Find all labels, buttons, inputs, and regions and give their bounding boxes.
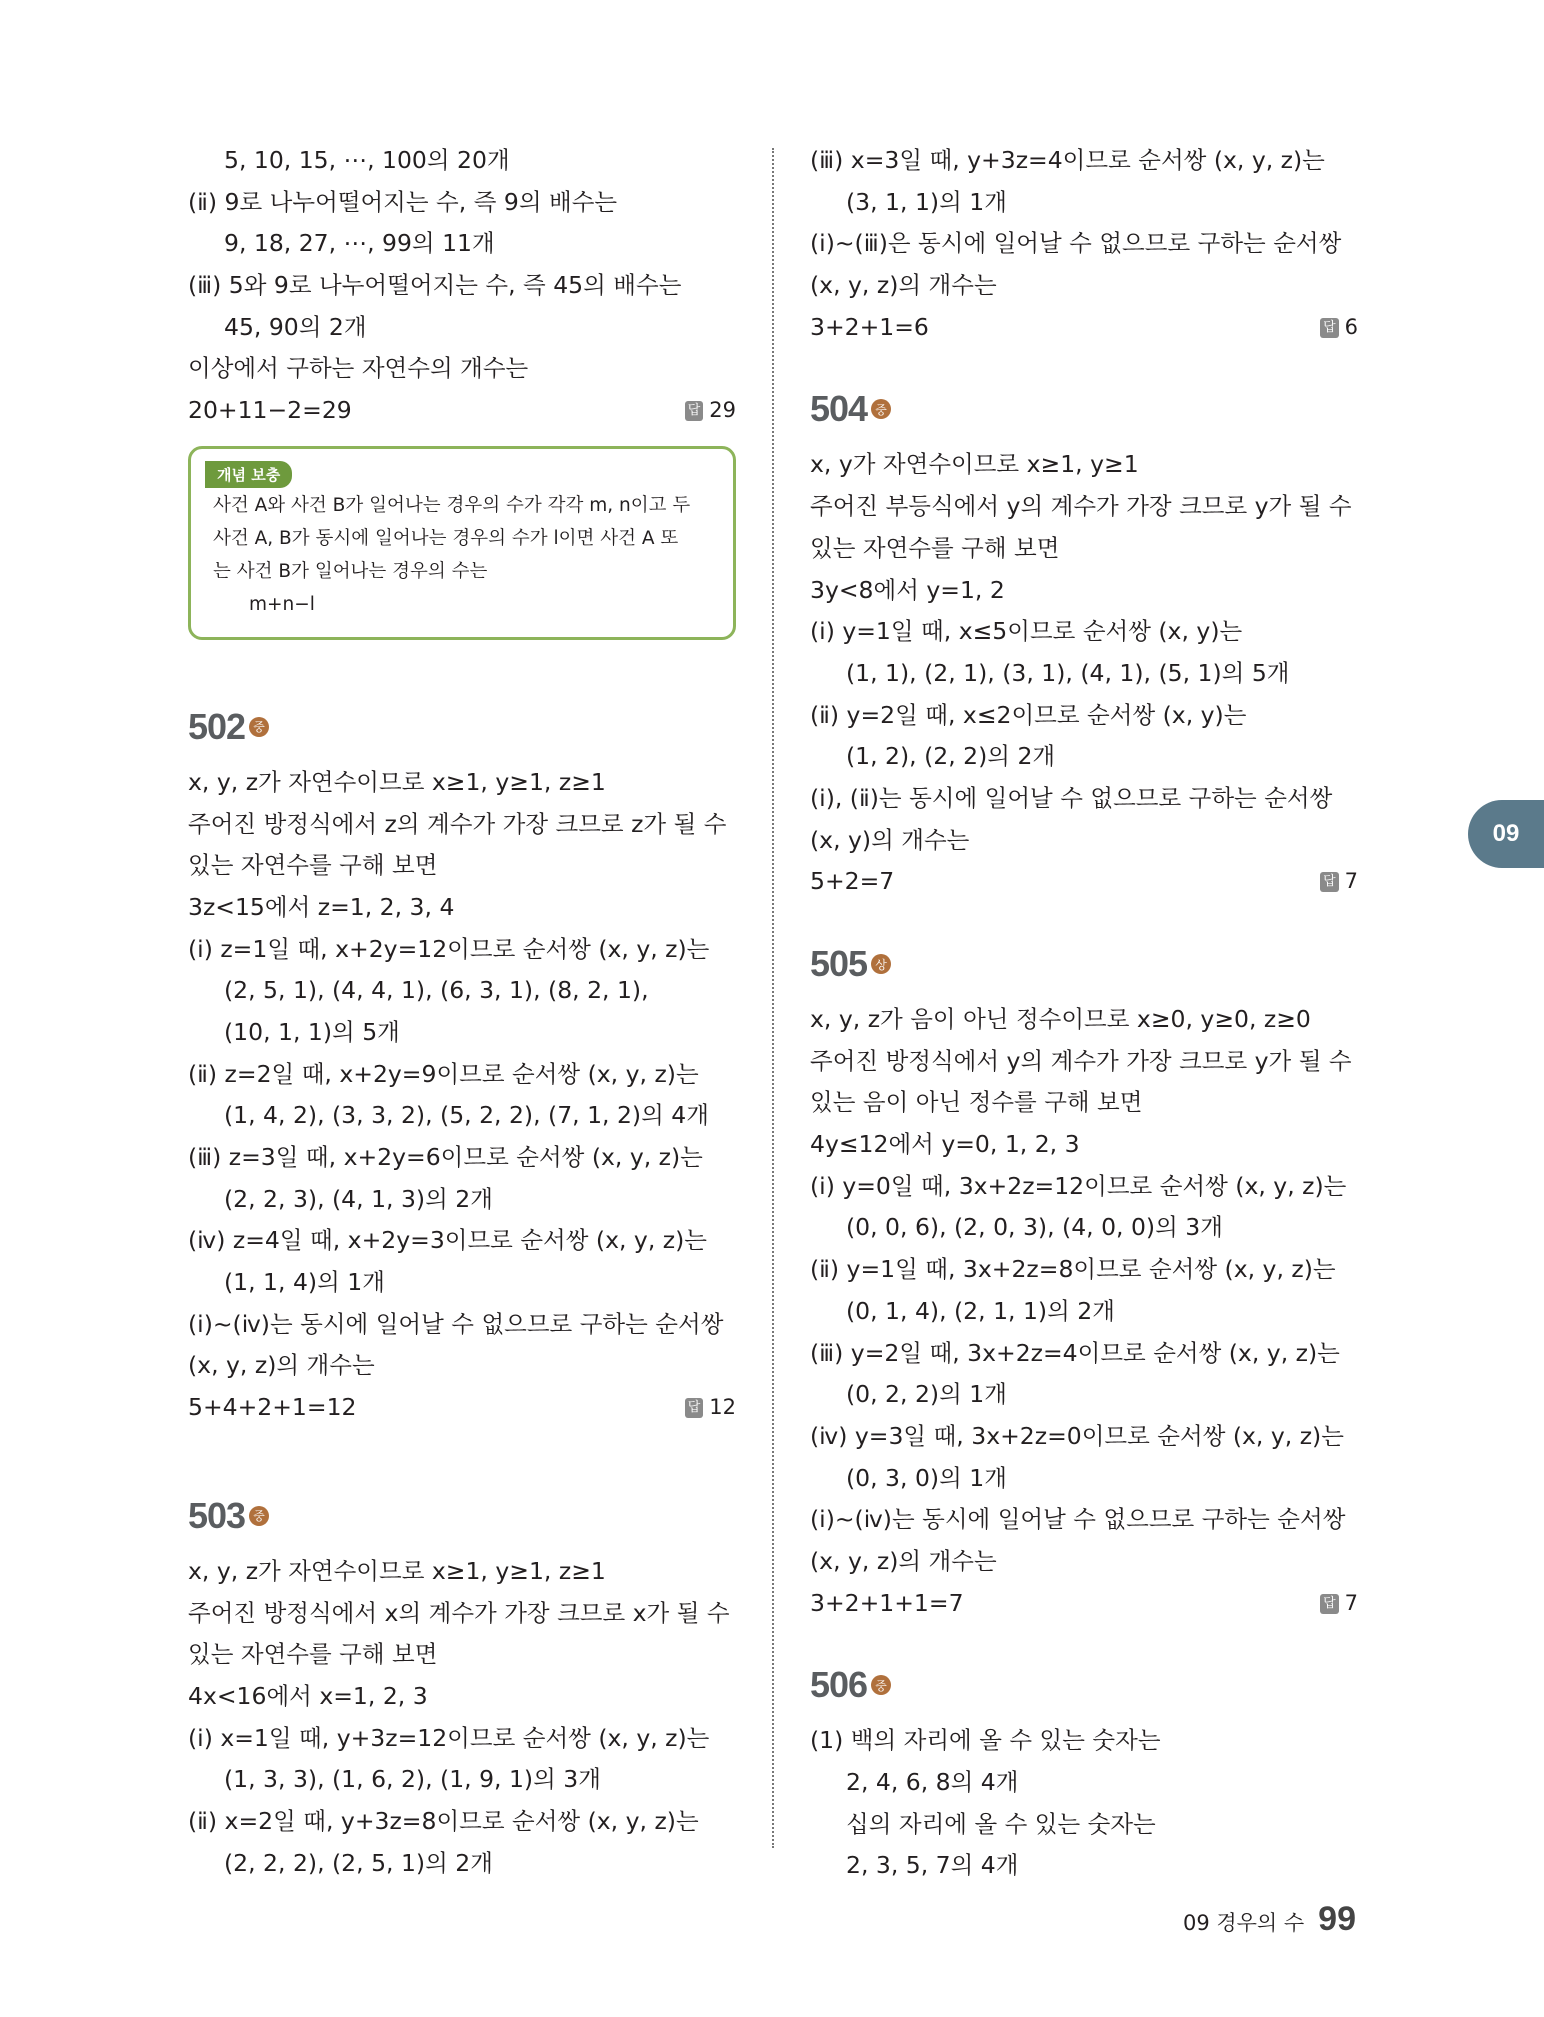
problem-header-504 <box>810 374 1358 444</box>
problem-header-505 <box>810 929 1358 999</box>
text-line: 주어진 방정식에서 y의 계수가 가장 크므로 y가 될 수 <box>810 1046 1352 1075</box>
text-line: (ⅱ) 9로 나누어떨어지는 수, 즉 9의 배수는 <box>188 187 618 216</box>
problem-number: 503 <box>188 1494 246 1536</box>
answer-value: 7 <box>1344 869 1358 894</box>
text-line: (ⅰ) z=1일 때, x+2y=12이므로 순서쌍 (x, y, z)는 <box>188 934 710 963</box>
chapter-side-tab: 09 <box>1468 800 1544 868</box>
text-line: (ⅱ) z=2일 때, x+2y=9이므로 순서쌍 (x, y, z)는 <box>188 1059 699 1088</box>
difficulty-badge: 중 <box>871 399 891 419</box>
footer-chapter: 09 경우의 수 <box>1182 1911 1305 1935</box>
text-line: (x, y, z)의 개수는 <box>188 1351 375 1380</box>
text-line: (ⅱ) y=2일 때, x≤2이므로 순서쌍 (x, y)는 <box>810 700 1247 729</box>
text-line: 9, 18, 27, ⋯, 99의 11개 <box>224 229 495 258</box>
page-footer <box>1183 1900 1356 1939</box>
text-line: (1, 3, 3), (1, 6, 2), (1, 9, 1)의 3개 <box>224 1765 601 1794</box>
answer-icon: 답 <box>1320 872 1339 892</box>
answer <box>1320 1583 1358 1625</box>
text-line: 주어진 방정식에서 x의 계수가 가장 크므로 x가 될 수 <box>188 1598 730 1627</box>
text-line: x, y, z가 자연수이므로 x≥1, y≥1, z≥1 <box>188 1556 606 1585</box>
equation: 3+2+1+1=7 <box>810 1588 964 1617</box>
answer-icon: 답 <box>1320 318 1339 338</box>
text-line: (0, 2, 2)의 1개 <box>846 1380 1007 1409</box>
text-line: (ⅰ)~(ⅳ)는 동시에 일어날 수 없으므로 구하는 순서쌍 <box>188 1309 724 1338</box>
difficulty-badge: 중 <box>871 1675 891 1695</box>
text-line: (2, 5, 1), (4, 4, 1), (6, 3, 1), (8, 2, 1), <box>224 976 649 1005</box>
text-line: 있는 자연수를 구해 보면 <box>810 533 1060 562</box>
text-line: (ⅳ) y=3일 때, 3x+2z=0이므로 순서쌍 (x, y, z)는 <box>810 1421 1344 1450</box>
text-line: 3z<15에서 z=1, 2, 3, 4 <box>188 892 455 921</box>
text-line: (10, 1, 1)의 5개 <box>224 1017 400 1046</box>
text-line: (x, y, z)의 개수는 <box>810 1546 997 1575</box>
text-line <box>810 861 1358 903</box>
concept-box-tag: 개념 보충 <box>205 461 292 488</box>
text-line: 십의 자리에 올 수 있는 숫자는 <box>846 1809 1156 1838</box>
text-line: (x, y, z)의 개수는 <box>810 271 997 300</box>
concept-line: 는 사건 B가 일어나는 경우의 수는 <box>213 560 488 582</box>
answer-icon: 답 <box>685 1398 704 1418</box>
text-line: (ⅲ) x=3일 때, y+3z=4이므로 순서쌍 (x, y, z)는 <box>810 146 1325 174</box>
answer-icon: 답 <box>1320 1594 1339 1614</box>
text-line: (1, 1), (2, 1), (3, 1), (4, 1), (5, 1)의 5개 <box>846 658 1290 687</box>
text-line: 있는 자연수를 구해 보면 <box>188 1640 438 1669</box>
text-line: (ⅱ) x=2일 때, y+3z=8이므로 순서쌍 (x, y, z)는 <box>188 1806 699 1835</box>
column-divider <box>772 148 774 1848</box>
answer-value: 12 <box>709 1395 736 1420</box>
answer-value: 6 <box>1344 314 1358 339</box>
text-line: (ⅰ) y=0일 때, 3x+2z=12이므로 순서쌍 (x, y, z)는 <box>810 1171 1347 1200</box>
text-line: (ⅲ) y=2일 때, 3x+2z=4이므로 순서쌍 (x, y, z)는 <box>810 1338 1340 1367</box>
problem-number: 505 <box>810 943 868 984</box>
difficulty-badge: 중 <box>249 717 269 737</box>
text-line: (ⅰ) x=1일 때, y+3z=12이므로 순서쌍 (x, y, z)는 <box>188 1723 710 1752</box>
text-line: (3, 1, 1)의 1개 <box>846 187 1007 216</box>
text-line: 주어진 방정식에서 z의 계수가 가장 크므로 z가 될 수 <box>188 809 727 838</box>
text-line: 2, 4, 6, 8의 4개 <box>846 1768 1019 1796</box>
equation: 5+2=7 <box>810 867 895 896</box>
equation: 3+2+1=6 <box>810 312 929 341</box>
text-line <box>188 1387 736 1429</box>
text-line: (ⅰ), (ⅱ)는 동시에 일어날 수 없으므로 구하는 순서쌍 <box>810 783 1333 812</box>
text-line: (ⅰ)~(ⅲ)은 동시에 일어날 수 없으므로 구하는 순서쌍 <box>810 229 1342 258</box>
answer <box>685 390 736 432</box>
text-line: 45, 90의 2개 <box>224 312 367 341</box>
text-line: (1, 1, 4)의 1개 <box>224 1268 385 1297</box>
text-line: (0, 3, 0)의 1개 <box>846 1463 1007 1492</box>
answer-icon: 답 <box>685 401 704 421</box>
text-line: 이상에서 구하는 자연수의 개수는 <box>188 354 529 383</box>
problem-header-506 <box>810 1650 1358 1720</box>
text-line: 3y<8에서 y=1, 2 <box>810 575 1005 604</box>
text-line: 5, 10, 15, ⋯, 100의 20개 <box>224 146 510 174</box>
text-line: (ⅰ) y=1일 때, x≤5이므로 순서쌍 (x, y)는 <box>810 617 1243 646</box>
problem-number: 504 <box>810 388 868 430</box>
problem-header-503 <box>188 1481 736 1551</box>
answer <box>1320 307 1358 349</box>
problem-header-502 <box>188 692 736 762</box>
text-line: 4y≤12에서 y=0, 1, 2, 3 <box>810 1130 1080 1159</box>
problem-number: 506 <box>810 1664 868 1706</box>
answer-value: 29 <box>709 398 736 423</box>
text-line: 있는 자연수를 구해 보면 <box>188 851 438 880</box>
text-line: (ⅳ) z=4일 때, x+2y=3이므로 순서쌍 (x, y, z)는 <box>188 1226 707 1255</box>
equation: 20+11−2=29 <box>188 396 352 425</box>
text-line: (ⅰ)~(ⅳ)는 동시에 일어날 수 없으므로 구하는 순서쌍 <box>810 1505 1346 1534</box>
text-line: (1, 2), (2, 2)의 2개 <box>846 742 1056 771</box>
text-line: (x, y)의 개수는 <box>810 825 970 854</box>
concept-box <box>188 446 736 640</box>
concept-line: 사건 A, B가 동시에 일어나는 경우의 수가 l이면 사건 A 또 <box>213 527 679 549</box>
text-line: (1) 백의 자리에 올 수 있는 숫자는 <box>810 1726 1161 1755</box>
text-line: (1, 4, 2), (3, 3, 2), (5, 2, 2), (7, 1, 2)의 4개 <box>224 1101 709 1130</box>
text-line: (ⅲ) 5와 9로 나누어떨어지는 수, 즉 45의 배수는 <box>188 271 682 300</box>
concept-line: 사건 A와 사건 B가 일어나는 경우의 수가 각각 m, n이고 두 <box>213 494 691 516</box>
problem-number: 502 <box>188 705 246 747</box>
text-line: (0, 1, 4), (2, 1, 1)의 2개 <box>846 1296 1115 1325</box>
equation: 5+4+2+1=12 <box>188 1393 357 1422</box>
answer-value: 7 <box>1344 1590 1358 1615</box>
answer <box>685 1387 736 1429</box>
answer <box>1320 861 1358 903</box>
text-line: (2, 2, 2), (2, 5, 1)의 2개 <box>224 1848 493 1877</box>
text-line: 있는 음이 아닌 정수를 구해 보면 <box>810 1088 1143 1117</box>
text-line: x, y, z가 음이 아닌 정수이므로 x≥0, y≥0, z≥0 <box>810 1005 1311 1033</box>
text-line: x, y가 자연수이므로 x≥1, y≥1 <box>810 450 1139 479</box>
text-line: (2, 2, 3), (4, 1, 3)의 2개 <box>224 1184 493 1213</box>
left-column <box>188 140 736 1884</box>
text-line: (ⅲ) z=3일 때, x+2y=6이므로 순서쌍 (x, y, z)는 <box>188 1143 703 1171</box>
text-line: 주어진 부등식에서 y의 계수가 가장 크므로 y가 될 수 <box>810 492 1352 521</box>
concept-formula: m+n−l <box>249 593 315 615</box>
text-line <box>810 1583 1358 1625</box>
text-line: 2, 3, 5, 7의 4개 <box>846 1851 1019 1880</box>
page-number: 99 <box>1318 1900 1356 1938</box>
difficulty-badge: 상 <box>871 954 891 974</box>
difficulty-badge: 중 <box>249 1506 269 1526</box>
text-line: 4x<16에서 x=1, 2, 3 <box>188 1681 428 1710</box>
text-line: (ⅱ) y=1일 때, 3x+2z=8이므로 순서쌍 (x, y, z)는 <box>810 1255 1336 1284</box>
text-line: (0, 0, 6), (2, 0, 3), (4, 0, 0)의 3개 <box>846 1213 1223 1242</box>
text-line: x, y, z가 자연수이므로 x≥1, y≥1, z≥1 <box>188 767 606 796</box>
right-column <box>810 140 1358 1887</box>
text-line <box>188 390 736 432</box>
text-line <box>810 307 1358 349</box>
